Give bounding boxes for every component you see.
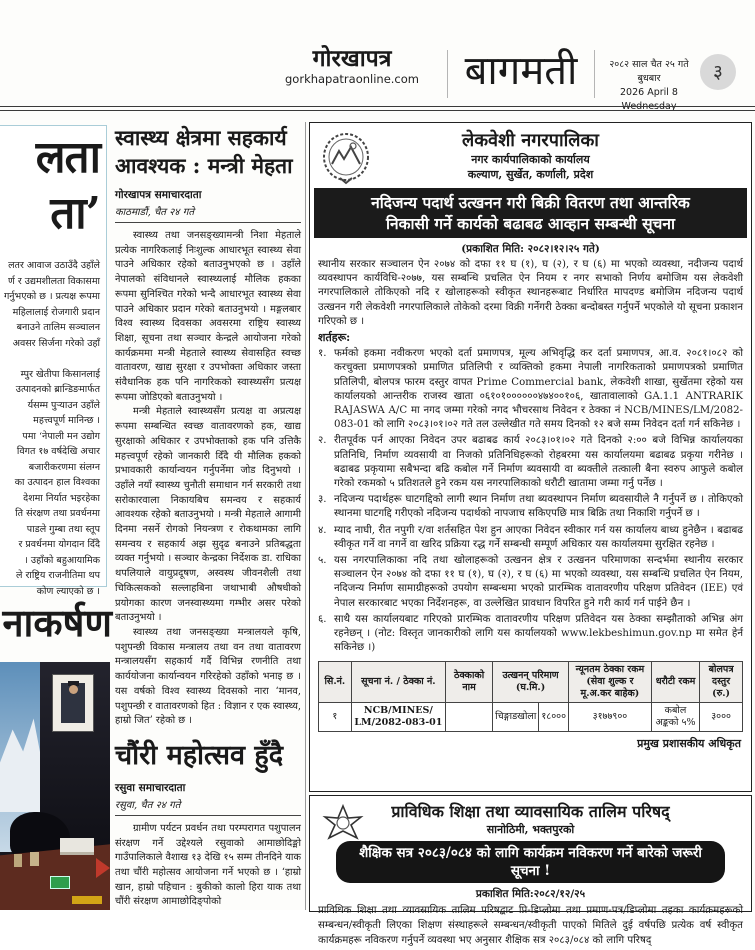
masthead-website: gorkhapatraonline.com xyxy=(285,72,419,86)
list-item: लतर आवाज उठाउँदै उहाँले xyxy=(8,260,100,271)
col-quantity: उत्खनन् परिमाण (घ.मि.) xyxy=(493,662,569,703)
condition-text: नदिजन्य पदार्थहरू घाटगद्दिको लागी स्थान निर्माण तथा ब्यवस्थापन निर्माण ब्यवसायीले नै गर्नुपर्ने छ । तोकिएको स्थानमा घाटगद्दि गरीएको नदिजन्य पदार्थको नापजाच सकिएपछि मात्र बिक्रि तथा निकाशि गर्नुपर्ने छ । xyxy=(334,494,743,520)
byline-rule xyxy=(115,222,301,223)
municipality-emblem-icon xyxy=(320,131,372,189)
list-item: ले राष्ट्रिय राजनीतिमा थप xyxy=(16,570,100,581)
condition-text: यस नगरपालिकाका नदि तथा खोलाहरूको उत्खनन क्षेत्र र उत्खनन परिमाणका सन्दर्भमा स्थानीय सरकार सञ्चालन ऐन २०७४ को दफा ११ घ (१), घ (२), र घ (६) मा भएको व्यवस्था, यस सम्बन्धि प्रचलित ऐन नियम, नदिजन्य निर्माण सामाग्रीहरूको उपयोग सम्बन्धमा भएको प्रारम्भिक वातावरणीय परिक्षण प्रतिवेदन (IEE) एवं नेपाल सरकारबाट भएका निर्देशनहरू, वा उल्लेखित प्रावधान विपरित हुने गरी कार्य गर्न पाईने छैन । xyxy=(334,555,743,609)
ctevt-address: सानोठिमी, भक्तपुरको xyxy=(486,823,575,836)
notice-intro: स्थानीय सरकार सञ्चालन ऐन २०७४ को दफा ११ घ (१), घ (२), र घ (६) मा भएको व्यवस्था, नदीजन्य पदार्थ व्यवस्थापन कार्यविधि-२०७७, यस सम्बन्धि प्रचलित ऐन नियम र नगर सभाको निर्णय बमोजिम यस लेकवेशी नगरपालिकाले तोकिएको नदि र खोलाहरूको स्वीकृत स्थानहरूबाट निर्धारित मापदण्ड बमोजिम नदिजन्य पदार्थ उत्खनन गरी लेकवेशी नगरपालिकाले तोकेको दरमा विक्री गर्नेगरी ठेक्का बन्दोबस्त गर्नुपर्ने भएकोले यो सूचना प्रकाशन गरिएको छ । xyxy=(318,259,743,327)
condition-text: फर्मको हकमा नवीकरण भएको दर्ता प्रमाणपत्र, मूल्य अभिवृद्धि कर दर्ता प्रमाणपत्र, आ.व. २०८१।०८२ को करचुक्ता प्रमाणपत्रको प्रमाणित प्रतिलिपी र व्यक्तिको हकमा नेपाली नागरिकताको प्रमाणपत्रको प्रमाणित प्रतिलिपी, बोलपत्र फारम दस्तुर वापत Prime Commercial bank, लेकवेशी शाखा, सुर्खेतमा रहेको यस कार्यालयको आन्तरीक राजस्व खाता ०६१०१००००००४७४००१०६, खातावालाको GA.1.1 ANTRARIK RAJASWA A/C मा नगद जम्मा गरेको नगद भौचरसाथ निवेदन र ठेक्का नं NCB/MINES/LM/2082-083-01 को लागि २०८३।०१।०२ गते तल उल्लेखीत गते समय दिनको १२ बजे सम्म निवेदन दर्ता गर्न सकिनेछ । xyxy=(334,348,743,431)
cell-quantity: १८००० xyxy=(539,703,569,732)
cell-min-amount: ३१७७९०० xyxy=(569,703,652,732)
condition-item xyxy=(310,554,751,611)
notice-title-line1: नदिजन्य पदार्थ उत्खनन गरी बिक्री वितरण तथा आन्तरिक xyxy=(371,193,690,212)
header-divider-right xyxy=(594,50,595,98)
photo-portrait-face xyxy=(69,685,78,694)
list-item: विगत १७ वर्षदेखि अचार xyxy=(16,446,100,457)
header-rule xyxy=(0,106,755,111)
list-item xyxy=(0,351,100,367)
column-rule xyxy=(305,122,306,910)
news-photo xyxy=(0,662,110,910)
photo-nameplate xyxy=(72,896,102,904)
health-article-byline: गोरखापत्र समाचारदाता xyxy=(115,189,202,201)
list-item: का उत्पादन हाल विश्वका xyxy=(14,477,100,488)
col-sn: सि.नं. xyxy=(319,662,352,703)
left-article-box xyxy=(0,125,107,597)
condition-number: ४. xyxy=(318,524,327,536)
tender-table xyxy=(318,661,743,732)
photo-portrait-frame xyxy=(52,674,94,732)
condition-text: म्याद नाघी, रीत नपुगी र/वा शर्तसहित पेश हुन आएका निवेदन स्वीकार गर्न यस कार्यालय बाध्य हुनेछैन । बढाबढ स्वीकृत गर्ने वा नगर्ने वा खरिद प्रक्रिया रद्ध गर्ने सम्बन्धी सम्पूर्ण अधिकार यस कार्यालयमा सुरक्षित रहनेछ । xyxy=(334,524,743,550)
cell-name xyxy=(446,703,493,732)
condition-number: ६. xyxy=(318,613,327,625)
cell-deposit: कबोल अङ्कको ५% xyxy=(651,703,699,732)
tender-table-data-row xyxy=(319,703,743,732)
ctevt-body: प्राविधिक शिक्षा तथा व्यावसायिक तालिम परिषद्बाट प्रि-डिप्लोमा तथा प्रमाण-पत्र/डिप्लोमा तहका कार्यक्रमहरूको सम्बन्धन/स्वीकृती लिएका शिक्षण संस्थाहरूले सम्बन्धन/स्वीकृती पाएको मितिले दुई वर्षपछि प्रत्येक वर्ष स्वीकृत कार्यक्रमहरू नविकरण गर्नुपर्ने व्यवस्था भए अनुसार शैक्षिक सत्र २०८३/०८४ को लागि परिषद् xyxy=(318,905,743,946)
photo-glass xyxy=(30,852,39,866)
ctevt-notice xyxy=(309,795,752,946)
list-item: । उहाँको बहुआयामिक xyxy=(24,554,100,566)
condition-item xyxy=(310,493,751,521)
list-item: उत्पादनको ब्रान्डिङमार्फत xyxy=(15,384,100,395)
photo-green-pamphlet xyxy=(50,876,70,889)
left-headline-fragment-2: ता’ xyxy=(50,188,100,239)
photo-portrait-figure xyxy=(61,683,85,723)
list-item: बनाउने तालिम सञ्चालन xyxy=(16,322,100,333)
col-fee: बोलपत्र दस्तुर (रु.) xyxy=(700,662,743,703)
left-article-content xyxy=(0,130,100,599)
list-item: अवसर सिर्जना गरेको उहाँ xyxy=(12,337,100,349)
list-item: कोण ल्याएको छ । xyxy=(36,585,100,597)
municipality-name: लेकवेशी नगरपालिका xyxy=(462,130,599,151)
list-item: पाडले गुम्बा तथा स्तूप xyxy=(26,523,100,535)
ctevt-title-banner: शैक्षिक सत्र २०८३/०८४ को लागि कार्यक्रम नविकरण गर्ने बारेको जरूरी सूचना ! xyxy=(336,841,725,883)
masthead-title: गोरखापत्र xyxy=(312,45,392,72)
health-article-paragraph: स्वास्थ्य तथा जनसङ्ख्या मन्त्रालयले कृषि, पशुपन्छी विकास मन्त्रालय तथा वन तथा वातावरण मन्त्रालयसँग सहकार्य गर्दै विभिन्न रणनीति तथा कार्ययोजना कार्यान्वयन गरिरहेको उहाँको भनाइ छ । यस वर्षको विश्व स्वास्थ्य दिवसको नारा ‘मानव, पशुपन्छी र वातावरणको हित : विज्ञान र एक स्वास्थ्य, हाम्रो जित’ रहेको छ । xyxy=(115,626,301,727)
yak-article-headline: चौंरी महोत्सव हुँदै xyxy=(115,739,284,771)
health-article-dateline: काठमाडौं, चैत २४ गते xyxy=(115,207,195,218)
tender-table-header-row xyxy=(319,662,743,703)
cell-site: चिङ्गाडखोला xyxy=(493,703,539,732)
byline-rule xyxy=(115,815,301,816)
ctevt-name: प्राविधिक शिक्षा तथा व्यावसायिक तालिम परिषद् xyxy=(391,802,670,821)
condition-number: ५. xyxy=(318,555,327,567)
cell-sn: १ xyxy=(319,703,352,732)
condition-item xyxy=(310,347,751,432)
condition-number: ३. xyxy=(318,494,327,506)
condition-number: १. xyxy=(318,348,327,360)
notice-title-banner xyxy=(314,188,747,238)
list-item: र्यसम्म पुऱ्याउन उहाँले xyxy=(27,399,100,411)
photo-nepal-flag xyxy=(96,858,110,878)
list-item: ति संरक्षण तथा प्रवर्धनमा xyxy=(15,508,100,519)
list-item: महत्त्वपूर्ण मानिन्छ । xyxy=(33,415,100,426)
health-article-paragraph: मन्त्री मेहताले स्वास्थ्यसँग प्रत्यक्ष वा अप्रत्यक्ष रूपमा सम्बन्धित स्वच्छ वातावरणको हक, खाद्य सुरक्षाको अधिकार र उपभोक्ताको हक पनि उत्तिकै महत्त्वपूर्ण रहेको जानकारी दिँदै यी मौलिक हकको प्रभावकारी कार्यान्वयन गर्नुपर्नेमा जोड दिनुभयो । उहाँले नयाँ स्वास्थ्य चुनौती समाधान गर्न सरकारी तथा सरोकारवाला निकायबिच समन्वय र सहकार्य आवश्यक रहेको बताउनुभयो । मन्त्री मेहताले आगामी दिनमा नसर्ने रोगको नियन्त्रण र रोकथामका लागि समन्वय र सहकार्य अझ सुदृढ बनाउने प्रतिबद्धता व्यक्त गर्नुभयो । सञ्चार केन्द्रका निर्देशक डा. राधिका थपलियाले वायुप्रदूषण, अस्वस्थ जीवनशैली तथा चिकित्सकको सल्लाहबिना जथाभाबी औषधीको प्रयोगका कारण जनस्वास्थ्यमा गम्भीर असर परेको बताउनुभयो । xyxy=(115,406,301,624)
photo-papers xyxy=(60,838,94,852)
condition-text: साथै यस कार्यालयबाट गरिएको प्रारम्भिक वातावरणीय परिक्षण प्रतिवेदन यस ठेक्का सम्झौताको अभिन्न अंग रहनेछन् । (नोट: विस्तृत जानकारीको लागि यस कार्यालयको www.lekbeshimun.gov.np मा समेत हेर्न सकिनेछ ।) xyxy=(334,613,743,654)
list-item: म्पुर खेतीपा किसानलाई xyxy=(20,368,100,380)
list-item: र प्रवर्धनमा योगदान दिँदै xyxy=(18,539,100,550)
date-nepali: २०८२ साल चैत २५ गते बुधबार xyxy=(609,59,689,84)
col-name: ठेक्काको नाम xyxy=(446,662,493,703)
col-min-amount: न्यूनतम ठेक्का रकम (सेवा शुल्क र मू.अ.कर बाहेक) xyxy=(569,662,652,703)
published-date: (प्रकाशित मिति: २०८२।१२।२५ गते) xyxy=(461,243,600,255)
terms-label: शर्तहरू: xyxy=(318,331,351,345)
date-english: 2026 April 8 Wednesday xyxy=(620,87,678,112)
col-notice-no: सूचना नं. ∕ ठेक्का नं. xyxy=(351,662,445,703)
ctevt-published-date: प्रकाशित मिति:२०८२/१२/२५ xyxy=(475,888,586,900)
list-item: बजारीकरणमा संलग्न xyxy=(28,461,100,473)
lekbeshi-notice xyxy=(309,122,752,792)
page-number-badge: ३ xyxy=(700,54,736,90)
header-divider-left xyxy=(447,50,448,98)
col-deposit: धरौटी रकम xyxy=(651,662,699,703)
left-body-fragments xyxy=(0,258,100,599)
photo-glass xyxy=(14,854,22,867)
condition-text: रीतपूर्वक पर्न आएका निवेदन उपर बढाबढ कार्य २०८३।०१।०२ गते दिनको २:०० बजे विभिन्न कार्यालयका प्रतिनिधि, निर्माण व्यवसायी वा निजको प्रतिनिधिहरूको रोहबरमा यस कार्यालयमा बढाबढ प्रकृया गरीनेछ । बढाबढ प्रकृयामा सबैभन्दा बढि कबोल गर्ने निर्माण ब्यवसायी वा ब्यक्तीले तत्काली बैना स्वरुप आफुले कबोल गरेको रकमको ५ प्रतिशतले हुने रकम यस नगरपालिकाको धरौटी खातामा जम्मा गर्नु पर्नेछ । xyxy=(334,435,743,490)
middle-column xyxy=(115,122,301,910)
masthead xyxy=(268,46,436,86)
yak-article-dateline: रसुवा, चैत २४ गते xyxy=(115,799,181,811)
edition-title: बागमती xyxy=(464,48,578,94)
condition-item xyxy=(310,524,751,552)
signature-title: प्रमुख प्रशासकीय अधिकृत xyxy=(637,737,741,751)
left-headline-fragment-1: लता xyxy=(35,132,100,183)
ctevt-emblem-icon xyxy=(322,804,364,852)
list-item: महिलालाई रोजगारी प्रदान xyxy=(12,306,100,318)
health-article-paragraph: स्वास्थ्य तथा जनसङ्ख्यामन्त्री निशा मेहताले प्रत्येक नागरिकलाई निःशुल्क आधारभूत स्वास्थ्य सेवा पाउने अधिकार रहेको बताउनुभएको छ । उहाँले नेपालको संविधानले स्वास्थ्यलाई मौलिक हकका रूपमा सुनिश्चित गरेको भन्दै आधारभूत स्वास्थ्य सेवा पाउने अधिकार प्रदान गरेको बताउनुभयो । मङ्गलबार विश्व स्वास्थ्य दिवसका अवसरमा राष्ट्रिय स्वास्थ्य शिक्षा, सूचना तथा सञ्चार केन्द्रले आयोजना गरेको कार्यक्रममा मन्त्री मेहताले स्वास्थ्य सेवासहित स्वच्छ वातावरण, खाद्य सुरक्षा र उपभोक्ता अधिकार जस्ता संवैधानिक हक पनि नागरिकको स्वास्थ्यसँग प्रत्यक्ष रूपमा जोडिएको बताउनुभयो । xyxy=(115,230,301,403)
municipality-office: नगर कार्यपालिकाको कार्यालय xyxy=(471,153,590,166)
list-item: गर्नुभएको छ । प्रत्यक्ष रूपमा xyxy=(3,291,100,302)
yak-article-byline: रसुवा समाचारदाता xyxy=(115,781,186,794)
municipality-address: कल्याण, सुर्खेत, कर्णाली, प्रदेश xyxy=(467,168,594,181)
list-item: र्ण र उद्यमशीलता विकासमा xyxy=(8,275,100,287)
notice-title-line2: निकासी गर्ने कार्यको बढाबढ आव्हान सम्बन्धी सूचना xyxy=(385,214,676,233)
condition-item xyxy=(310,434,751,491)
cell-notice-no: NCB/MINES/ LM/2082-083-01 xyxy=(351,703,445,732)
left-headline-fragment-3: नाकर्षण xyxy=(2,600,112,645)
lekbeshi-notice-header xyxy=(310,123,751,182)
yak-article-paragraph: ग्रामीण पर्यटन प्रवर्धन तथा परम्परागत पशुपालन संरक्षण गर्ने उद्देश्यले रसुवाको आमाछोदिङ्मो गाउँपालिकाले वैशाख १३ देखि १५ सम्म तीनदिने याक तथा चौंरी महोत्सव आयोजना गर्ने भएको छ । ‘हाम्रो खान, हाम्रो पहिचान : बुकीको कालो हिरा याक तथा चौंरी संरक्षण आमाछोदिङ्पोको xyxy=(115,822,301,908)
condition-item xyxy=(310,613,751,656)
list-item: पमा ‘नेपाली मन उद्योग xyxy=(22,430,100,442)
list-item: देशमा निर्यात भइरहेका xyxy=(23,492,100,504)
health-article-headline: स्वास्थ्य क्षेत्रमा सहकार्य आवश्यक : मन्त्री मेहता xyxy=(115,125,293,178)
condition-number: २. xyxy=(318,435,327,447)
cell-fee: ३००० xyxy=(700,703,743,732)
